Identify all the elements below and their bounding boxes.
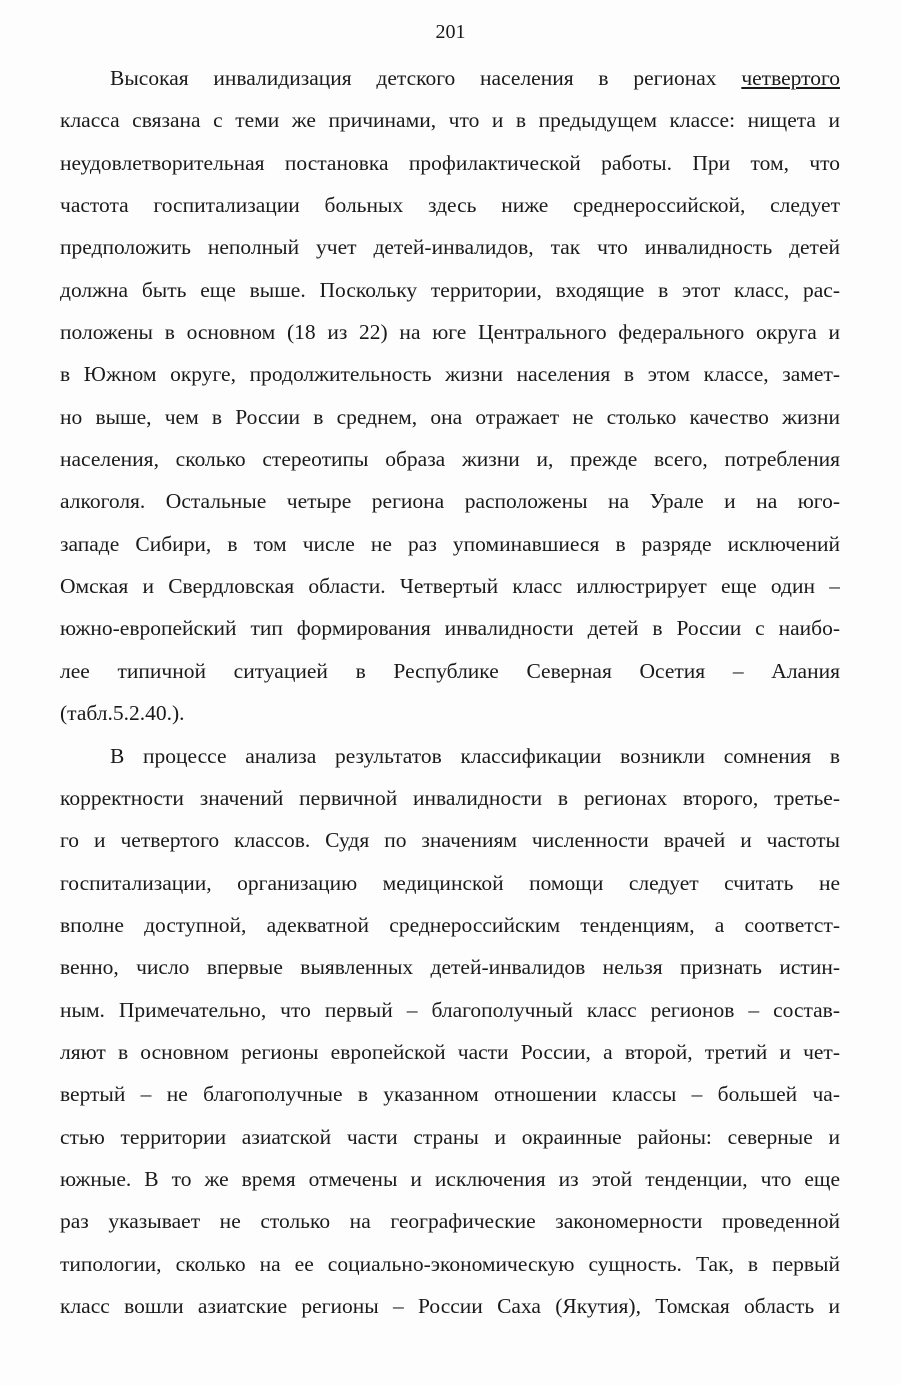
paragraph-1-line-10: населения, сколько стереотипы образа жизни и, прежде всего, потребления xyxy=(60,447,840,472)
paragraph-1-line-14: южно-европейский тип формирования инвалидности детей в России с наибо- xyxy=(60,616,840,641)
paragraph-2-line-1: В процессе анализа результатов классификации возникли сомнения в xyxy=(110,743,840,768)
paragraph-2-line-10: стью территории азиатской части страны и окраинные районы: северные и xyxy=(60,1124,840,1149)
paragraph-2-line-2: корректности значений первичной инвалидности в регионах второго, третье- xyxy=(60,785,840,810)
paragraph-2-line-13: типологии, сколько на ее социально-экономическую сущность. Так, в первый xyxy=(60,1251,840,1276)
paragraph-1-line-2: класса связана с теми же причинами, что и в предыдущем классе: нищета и xyxy=(60,108,840,133)
underlined-word: четвертого xyxy=(741,66,840,90)
paragraph-2-line-5: вполне доступной, адекватной среднероссийским тенденциям, а соответст- xyxy=(60,912,840,937)
paragraph-2-line-3: го и четвертого классов. Судя по значениям численности врачей и частоты xyxy=(60,828,840,853)
paragraph-1-line-11: алкоголя. Остальные четыре региона расположены на Урале и на юго- xyxy=(60,489,840,514)
paragraph-1-line-5: предположить неполный учет детей-инвалидов, так что инвалидность детей xyxy=(60,235,840,260)
paragraph-1-line-6: должна быть еще выше. Поскольку территории, входящие в этот класс, рас- xyxy=(60,277,840,302)
paragraph-2-line-12: раз указывает не столько на географические закономерности проведенной xyxy=(60,1209,840,1234)
paragraph-1-line-3: неудовлетворительная постановка профилактической работы. При том, что xyxy=(60,150,840,175)
paragraph-2-line-14: класс вошли азиатские регионы – России Саха (Якутия), Томская область и xyxy=(60,1293,840,1318)
paragraph-1-line-16: (табл.5.2.40.). xyxy=(60,701,185,726)
line-1-text: Высокая инвалидизация детского населения в регионах четвертого xyxy=(110,66,840,90)
paragraph-2-line-11: южные. В то же время отмечены и исключения из этой тенденции, что еще xyxy=(60,1166,840,1191)
body-text xyxy=(60,57,840,1327)
paragraph-2-line-6: венно, число впервые выявленных детей-инвалидов нельзя признать истин- xyxy=(60,955,840,980)
paragraph-1-line-15: лее типичной ситуацией в Республике Северная Осетия – Алания xyxy=(60,658,840,683)
paragraph-2-line-4: госпитализации, организацию медицинской помощи следует считать не xyxy=(60,870,840,895)
page-number: 201 xyxy=(435,21,466,43)
paragraph-2-line-8: ляют в основном регионы европейской части России, а второй, третий и чет- xyxy=(60,1039,840,1064)
paragraph-1-line-12: западе Сибири, в том числе не раз упоминавшиеся в разряде исключений xyxy=(60,531,840,556)
paragraph-1-line-9: но выше, чем в России в среднем, она отражает не столько качество жизни xyxy=(60,404,840,429)
paragraph-1-line-4: частота госпитализации больных здесь ниже среднероссийской, следует xyxy=(60,193,840,218)
paragraph-1-line-1 xyxy=(60,57,840,99)
paragraph-1-line-13: Омская и Свердловская области. Четвертый класс иллюстрирует еще один – xyxy=(60,574,840,599)
paragraph-2-line-7: ным. Примечательно, что первый – благополучный класс регионов – состав- xyxy=(60,997,840,1022)
paragraph-1-line-7: положены в основном (18 из 22) на юге Центрального федерального округа и xyxy=(60,320,840,345)
paragraph-1-line-8: в Южном округе, продолжительность жизни населения в этом классе, замет- xyxy=(60,362,840,387)
paragraph-2-line-9: вертый – не благополучные в указанном отношении классы – большей ча- xyxy=(60,1082,840,1107)
